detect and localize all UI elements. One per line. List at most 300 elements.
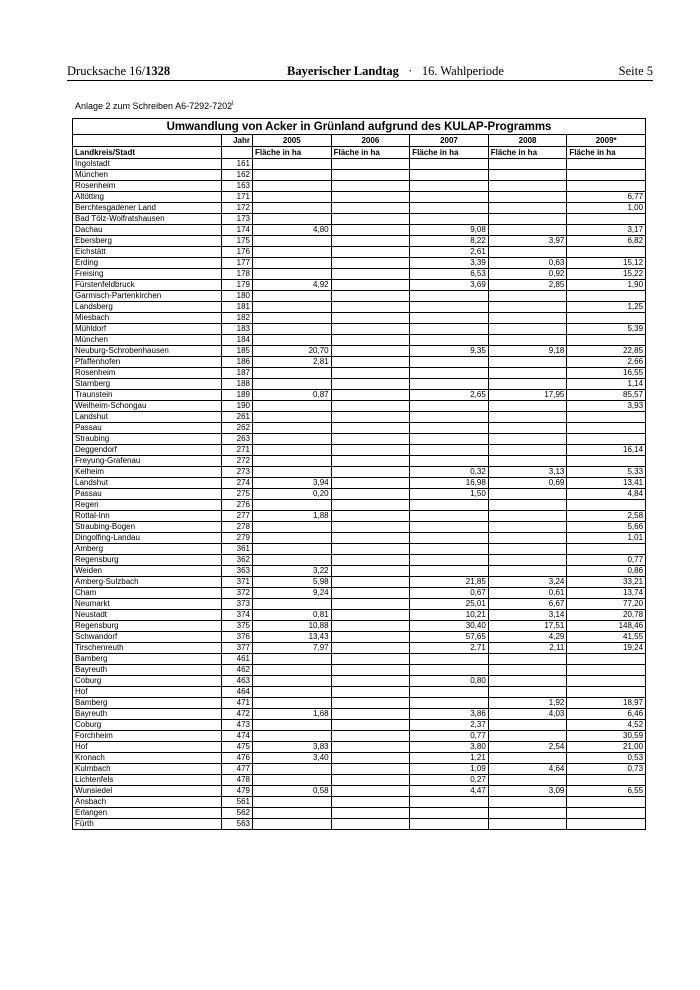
district-name: München: [73, 335, 222, 346]
area-value: 148,46: [567, 621, 646, 632]
district-name: Starnberg: [73, 379, 222, 390]
area-value: 0,73: [567, 764, 646, 775]
district-name: Rottal-Inn: [73, 511, 222, 522]
area-value: [253, 808, 332, 819]
district-code: 183: [222, 324, 253, 335]
table-row: [73, 698, 646, 709]
table-row: [73, 434, 646, 445]
district-code: 476: [222, 753, 253, 764]
area-value: [410, 368, 489, 379]
district-name: Fürstenfeldbruck: [73, 280, 222, 291]
area-value: 20,78: [567, 610, 646, 621]
area-value: [331, 170, 410, 181]
empty-header-cell: [73, 135, 222, 147]
area-value: [331, 753, 410, 764]
table-row: [73, 192, 646, 203]
area-value: [331, 676, 410, 687]
area-value: 4,03: [488, 709, 567, 720]
area-value: 0,92: [488, 269, 567, 280]
area-value: [331, 258, 410, 269]
area-value: 0,63: [488, 258, 567, 269]
district-code: 563: [222, 819, 253, 830]
area-value: 18,97: [567, 698, 646, 709]
table-row: [73, 269, 646, 280]
year-2008: 2008: [488, 135, 567, 147]
table-row: [73, 236, 646, 247]
district-code: 161: [222, 159, 253, 170]
district-name: Straubing: [73, 434, 222, 445]
district-code: 262: [222, 423, 253, 434]
table-row: [73, 390, 646, 401]
area-value: [331, 302, 410, 313]
table-row: [73, 478, 646, 489]
table-row: [73, 456, 646, 467]
document-number: [67, 64, 170, 79]
area-value: 9,35: [410, 346, 489, 357]
table-row: [73, 181, 646, 192]
table-row: [73, 786, 646, 797]
area-value: 2,37: [410, 720, 489, 731]
district-code: 363: [222, 566, 253, 577]
area-value: 5,39: [567, 324, 646, 335]
area-value: [410, 434, 489, 445]
area-value: 0,53: [567, 753, 646, 764]
district-code: 464: [222, 687, 253, 698]
area-value: [488, 225, 567, 236]
area-value: 21,85: [410, 577, 489, 588]
area-value: 2,66: [567, 357, 646, 368]
table-row: [73, 445, 646, 456]
area-value: 6,46: [567, 709, 646, 720]
district-code: 474: [222, 731, 253, 742]
district-name: Eichstätt: [73, 247, 222, 258]
area-value: [253, 258, 332, 269]
area-value: [253, 368, 332, 379]
area-value: [253, 214, 332, 225]
table-row: [73, 313, 646, 324]
area-value: 6,55: [567, 786, 646, 797]
area-value: [253, 181, 332, 192]
area-value: [488, 434, 567, 445]
district-code: 182: [222, 313, 253, 324]
area-value: [488, 511, 567, 522]
area-value: 4,92: [253, 280, 332, 291]
area-value: 3,80: [410, 742, 489, 753]
area-value: [567, 247, 646, 258]
area-value: [567, 687, 646, 698]
district-code: 275: [222, 489, 253, 500]
area-value: [567, 423, 646, 434]
area-value: [253, 269, 332, 280]
district-code: 177: [222, 258, 253, 269]
district-code: 478: [222, 775, 253, 786]
area-value: 3,09: [488, 786, 567, 797]
area-value: 10,21: [410, 610, 489, 621]
area-value: [410, 511, 489, 522]
district-code: 178: [222, 269, 253, 280]
district-code: 172: [222, 203, 253, 214]
area-value: [488, 302, 567, 313]
area-value: [488, 291, 567, 302]
district-name: Dingolfing-Landau: [73, 533, 222, 544]
area-value: 1,21: [410, 753, 489, 764]
year-2007: 2007: [410, 135, 489, 147]
area-value: 1,14: [567, 379, 646, 390]
district-name: Kronach: [73, 753, 222, 764]
area-value: [488, 720, 567, 731]
district-name: Bad Tölz-Wolfratshausen: [73, 214, 222, 225]
area-value: [410, 170, 489, 181]
area-value: [488, 423, 567, 434]
area-value: 1,25: [567, 302, 646, 313]
area-value: [331, 247, 410, 258]
area-value: 13,74: [567, 588, 646, 599]
table-row: [73, 676, 646, 687]
district-name: Traunstein: [73, 390, 222, 401]
area-value: [567, 159, 646, 170]
area-value: [567, 291, 646, 302]
area-value: [488, 368, 567, 379]
area-value: 77,20: [567, 599, 646, 610]
area-value: 0,20: [253, 489, 332, 500]
area-value: [253, 313, 332, 324]
area-value: 2,71: [410, 643, 489, 654]
area-value: [488, 775, 567, 786]
district-code: 189: [222, 390, 253, 401]
district-name: Berchtesgadener Land: [73, 203, 222, 214]
area-value: [410, 687, 489, 698]
district-name: Amberg: [73, 544, 222, 555]
district-name: Erlangen: [73, 808, 222, 819]
district-code: 278: [222, 522, 253, 533]
area-value: [331, 335, 410, 346]
area-value: [567, 775, 646, 786]
area-value: 2,85: [488, 280, 567, 291]
area-value: [410, 698, 489, 709]
area-value: [410, 797, 489, 808]
table-row: [73, 522, 646, 533]
area-value: 0,77: [567, 555, 646, 566]
district-name: Neuburg-Schrobenhausen: [73, 346, 222, 357]
area-value: [331, 588, 410, 599]
area-value: 17,95: [488, 390, 567, 401]
district-code: 261: [222, 412, 253, 423]
area-value: [410, 665, 489, 676]
district-name: Hof: [73, 742, 222, 753]
area-value: [567, 819, 646, 830]
year-2006: 2006: [331, 135, 410, 147]
area-value: 13,41: [567, 478, 646, 489]
area-value: 3,13: [488, 467, 567, 478]
area-value: 6,53: [410, 269, 489, 280]
area-value: 57,65: [410, 632, 489, 643]
area-value: 2,54: [488, 742, 567, 753]
area-value: 15,12: [567, 258, 646, 269]
area-value: [410, 203, 489, 214]
area-value: [331, 423, 410, 434]
area-value: [567, 808, 646, 819]
area-value: 16,98: [410, 478, 489, 489]
area-value: [331, 313, 410, 324]
table-row: [73, 401, 646, 412]
area-value: 0,87: [253, 390, 332, 401]
district-name: Hof: [73, 687, 222, 698]
area-value: 0,61: [488, 588, 567, 599]
area-value: 41,55: [567, 632, 646, 643]
area-value: [253, 775, 332, 786]
area-value: [410, 192, 489, 203]
district-code: 461: [222, 654, 253, 665]
area-value: 5,66: [567, 522, 646, 533]
area-value: [488, 401, 567, 412]
area-value: [331, 654, 410, 665]
area-value: [567, 412, 646, 423]
area-value: 0,67: [410, 588, 489, 599]
area-value: [331, 808, 410, 819]
district-name: München: [73, 170, 222, 181]
district-code: 273: [222, 467, 253, 478]
area-value: 21,00: [567, 742, 646, 753]
table-row: [73, 599, 646, 610]
district-name: Tirschenreuth: [73, 643, 222, 654]
area-value: [331, 357, 410, 368]
area-value: 2,58: [567, 511, 646, 522]
area-value: [567, 500, 646, 511]
area-value: [488, 676, 567, 687]
table-row: [73, 544, 646, 555]
area-value: [331, 159, 410, 170]
area-value: 16,55: [567, 368, 646, 379]
district-name: Bayreuth: [73, 709, 222, 720]
area-value: 0,80: [410, 676, 489, 687]
empty-code-header: [222, 147, 253, 159]
kulap-table: [72, 118, 646, 830]
unit-header: Fläche in ha: [253, 147, 332, 159]
area-value: [331, 610, 410, 621]
area-value: [410, 313, 489, 324]
table-row: [73, 753, 646, 764]
table-row: [73, 720, 646, 731]
district-name: Neumarkt: [73, 599, 222, 610]
area-value: [488, 192, 567, 203]
area-value: [567, 434, 646, 445]
area-value: [410, 335, 489, 346]
area-value: [253, 434, 332, 445]
district-name: Regensburg: [73, 555, 222, 566]
area-value: [331, 434, 410, 445]
area-value: 7,97: [253, 643, 332, 654]
table-row: [73, 324, 646, 335]
table-row: [73, 368, 646, 379]
area-value: 0,58: [253, 786, 332, 797]
area-value: [253, 764, 332, 775]
area-value: [488, 808, 567, 819]
area-value: 17,51: [488, 621, 567, 632]
area-value: 0,86: [567, 566, 646, 577]
area-value: 10,88: [253, 621, 332, 632]
area-value: [253, 302, 332, 313]
area-value: 30,59: [567, 731, 646, 742]
district-code: 187: [222, 368, 253, 379]
area-value: 1,50: [410, 489, 489, 500]
area-value: 6,67: [488, 599, 567, 610]
area-value: 6,82: [567, 236, 646, 247]
area-value: [253, 203, 332, 214]
area-value: [488, 181, 567, 192]
district-name: Miesbach: [73, 313, 222, 324]
district-code: 271: [222, 445, 253, 456]
area-value: 0,32: [410, 467, 489, 478]
area-value: [488, 247, 567, 258]
area-value: [331, 346, 410, 357]
area-value: [331, 478, 410, 489]
table-row: [73, 357, 646, 368]
table-row: [73, 412, 646, 423]
area-value: [488, 753, 567, 764]
area-value: 33,21: [567, 577, 646, 588]
area-value: 4,84: [567, 489, 646, 500]
area-value: 3,24: [488, 577, 567, 588]
area-value: 3,83: [253, 742, 332, 753]
area-value: [253, 654, 332, 665]
area-value: [253, 720, 332, 731]
table-row: [73, 709, 646, 720]
area-value: [488, 819, 567, 830]
table-row: [73, 577, 646, 588]
area-value: [253, 555, 332, 566]
area-value: [410, 819, 489, 830]
area-value: [331, 775, 410, 786]
area-value: [331, 390, 410, 401]
area-value: [488, 170, 567, 181]
area-value: [410, 423, 489, 434]
area-value: [331, 643, 410, 654]
area-value: [331, 566, 410, 577]
area-value: [253, 324, 332, 335]
district-name: Kulmbach: [73, 764, 222, 775]
area-value: [488, 665, 567, 676]
district-code: 274: [222, 478, 253, 489]
area-value: 3,17: [567, 225, 646, 236]
district-code: 463: [222, 676, 253, 687]
area-value: [253, 456, 332, 467]
area-value: 1,88: [253, 511, 332, 522]
table-row: [73, 225, 646, 236]
area-value: [253, 159, 332, 170]
district-name: Coburg: [73, 720, 222, 731]
area-value: [410, 500, 489, 511]
table-row: [73, 511, 646, 522]
district-name: Deggendorf: [73, 445, 222, 456]
district-code: 361: [222, 544, 253, 555]
area-value: [410, 302, 489, 313]
area-value: 2,81: [253, 357, 332, 368]
district-name: Rosenheim: [73, 368, 222, 379]
district-name: Passau: [73, 489, 222, 500]
area-value: 5,98: [253, 577, 332, 588]
area-value: [567, 665, 646, 676]
area-value: [410, 445, 489, 456]
district-code: 180: [222, 291, 253, 302]
area-value: 9,18: [488, 346, 567, 357]
district-name: Mühldorf: [73, 324, 222, 335]
district-name: Wunsiedel: [73, 786, 222, 797]
area-value: [331, 500, 410, 511]
area-value: [253, 731, 332, 742]
area-value: 1,09: [410, 764, 489, 775]
district-name: Pfaffenhofen: [73, 357, 222, 368]
table-row: [73, 643, 646, 654]
year-label: Jahr: [222, 135, 253, 147]
area-value: 4,29: [488, 632, 567, 643]
parliament-name: Bayerischer Landtag: [287, 64, 399, 78]
area-value: 4,80: [253, 225, 332, 236]
unit-header: Fläche in ha: [488, 147, 567, 159]
annex-footnote-mark: l: [232, 101, 234, 107]
area-value: [488, 159, 567, 170]
area-value: 4,52: [567, 720, 646, 731]
area-value: 30,40: [410, 621, 489, 632]
area-value: [410, 456, 489, 467]
area-value: [253, 500, 332, 511]
area-value: [488, 412, 567, 423]
area-value: 2,11: [488, 643, 567, 654]
district-code: 171: [222, 192, 253, 203]
document-number-value: 1328: [145, 64, 171, 78]
table-row: [73, 203, 646, 214]
district-code: 263: [222, 434, 253, 445]
area-value: [253, 247, 332, 258]
district-code: 462: [222, 665, 253, 676]
area-value: [488, 500, 567, 511]
unit-header: Fläche in ha: [410, 147, 489, 159]
area-value: 1,68: [253, 709, 332, 720]
area-value: [488, 203, 567, 214]
district-code: 188: [222, 379, 253, 390]
area-value: [488, 544, 567, 555]
district-code: 477: [222, 764, 253, 775]
district-name: Erding: [73, 258, 222, 269]
district-name: Cham: [73, 588, 222, 599]
district-code: 473: [222, 720, 253, 731]
area-value: [331, 236, 410, 247]
area-value: [410, 566, 489, 577]
area-value: [253, 467, 332, 478]
area-value: 3,14: [488, 610, 567, 621]
area-value: [331, 555, 410, 566]
area-value: [253, 687, 332, 698]
district-name: Weilheim-Schongau: [73, 401, 222, 412]
area-value: [253, 544, 332, 555]
area-value: [253, 819, 332, 830]
area-value: [331, 379, 410, 390]
district-name: Regensburg: [73, 621, 222, 632]
district-name: Landshut: [73, 412, 222, 423]
area-value: [331, 577, 410, 588]
area-value: [488, 313, 567, 324]
area-value: [253, 698, 332, 709]
table-row: [73, 687, 646, 698]
table-row: [73, 423, 646, 434]
area-value: [253, 533, 332, 544]
area-value: 9,08: [410, 225, 489, 236]
district-name: Amberg-Sulzbach: [73, 577, 222, 588]
area-value: [488, 214, 567, 225]
year-header-row: [73, 135, 646, 147]
area-value: 1,00: [567, 203, 646, 214]
district-code: 186: [222, 357, 253, 368]
district-code: 179: [222, 280, 253, 291]
